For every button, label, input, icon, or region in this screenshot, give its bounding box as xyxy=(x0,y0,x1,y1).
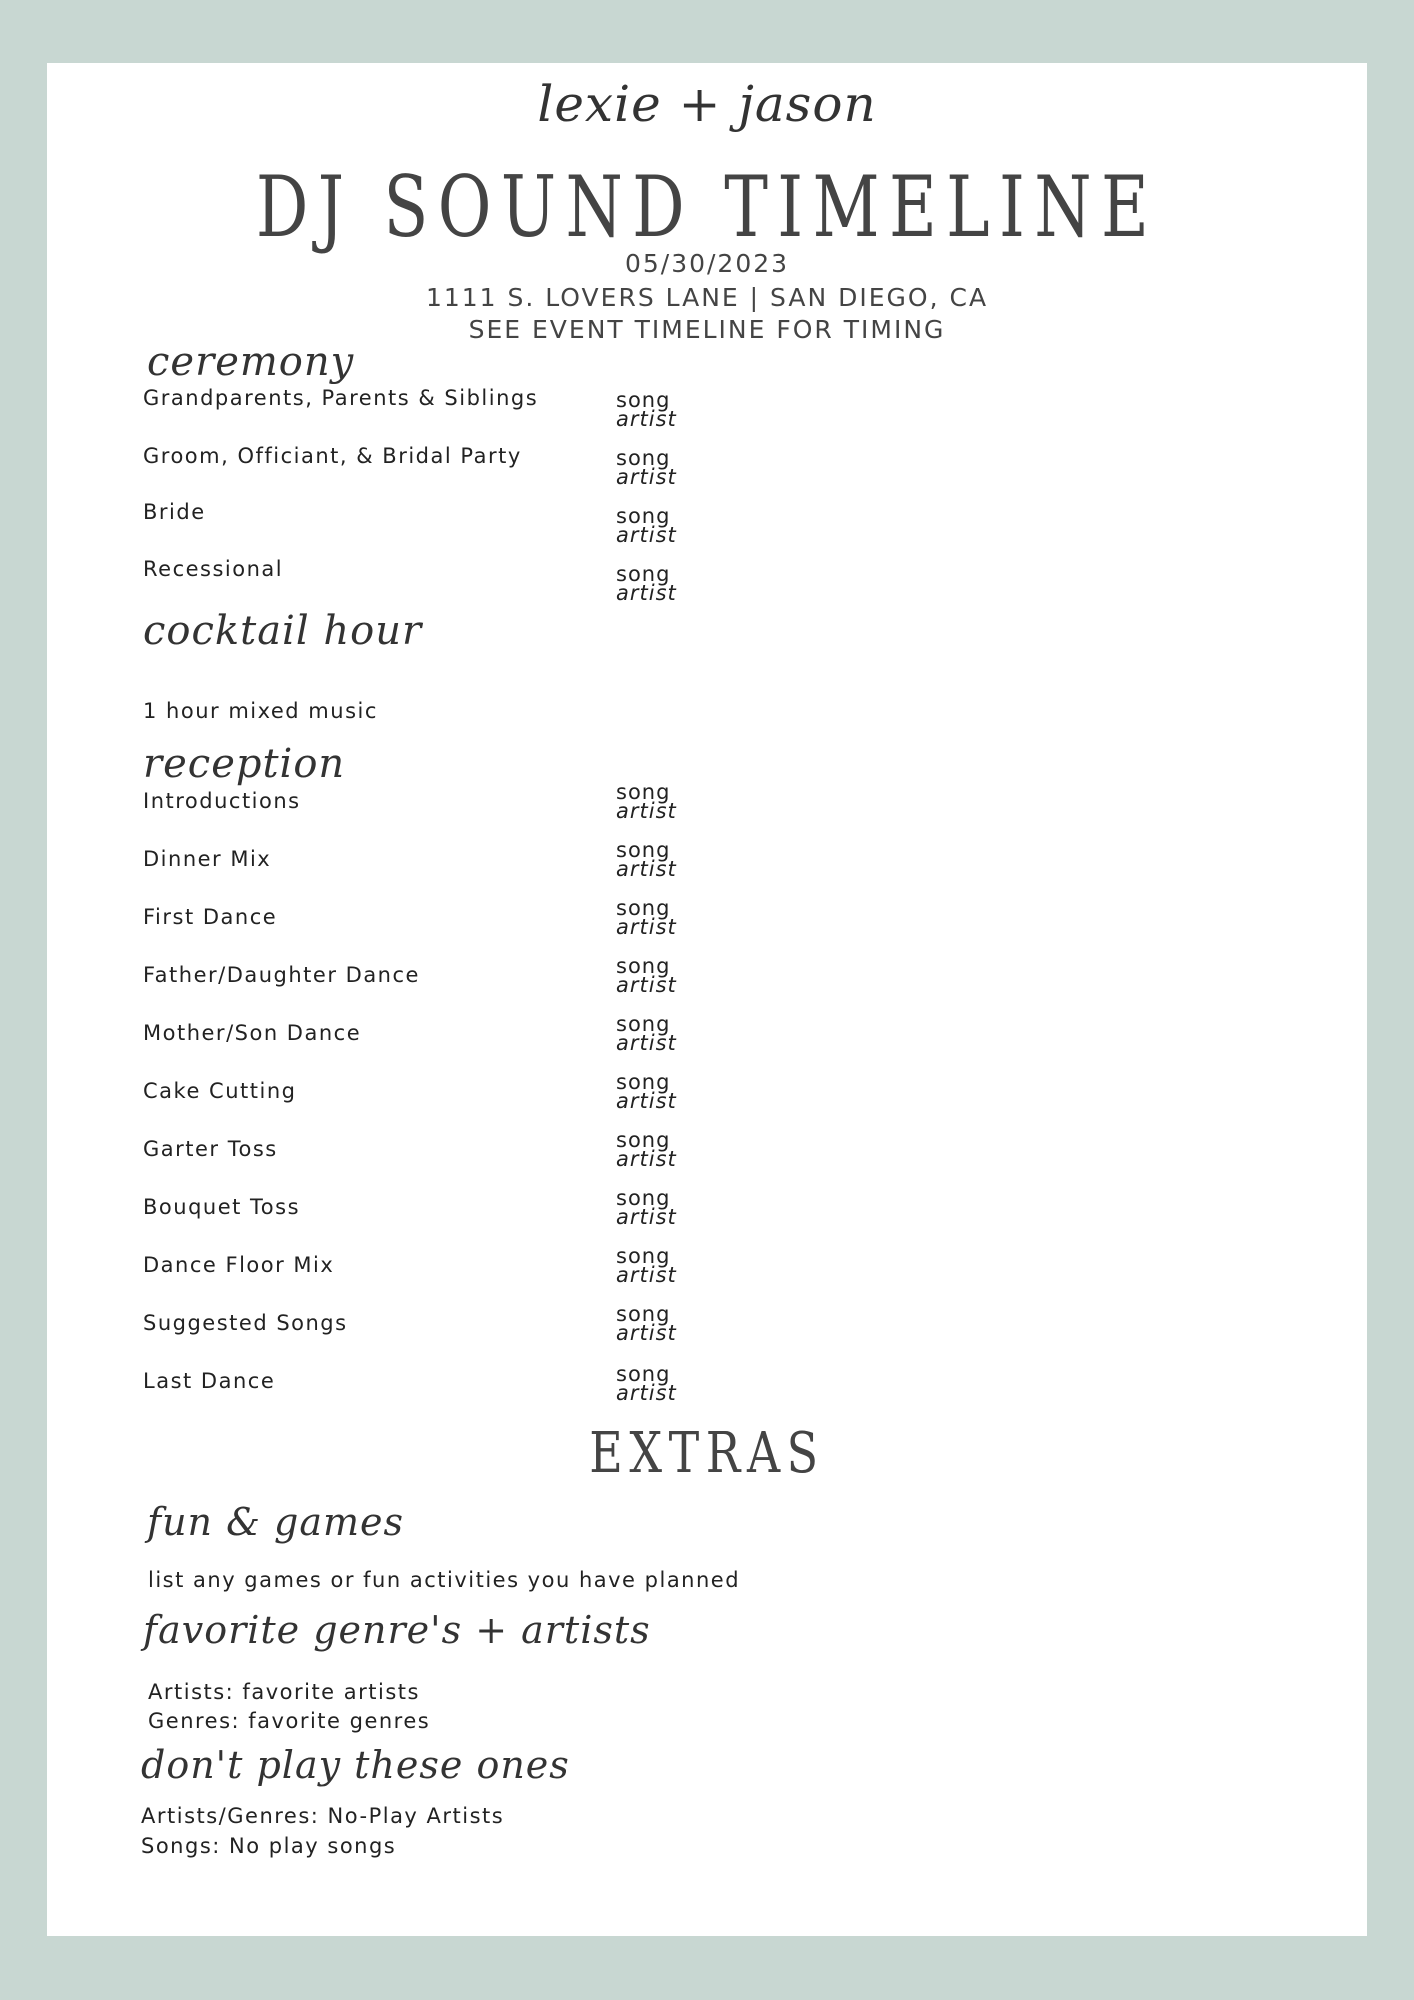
event-address: 1111 S. LOVERS LANE | SAN DIEGO, CA xyxy=(425,283,989,312)
reception-row-label: Last Dance xyxy=(143,1369,276,1393)
cocktail-note: 1 hour mixed music xyxy=(143,699,378,723)
favorite-genres: Genres: favorite genres xyxy=(148,1709,431,1733)
reception-row-song xyxy=(616,1302,677,1345)
reception-row-song xyxy=(616,1012,677,1055)
song-artist: artist xyxy=(616,915,677,939)
favorite-artists: Artists: favorite artists xyxy=(148,1680,420,1704)
song-title: song xyxy=(616,1070,671,1094)
favorites-heading: favorite genre's + artists xyxy=(143,1608,651,1652)
reception-row-label: First Dance xyxy=(143,905,278,929)
extras-heading: EXTRAS xyxy=(589,1421,825,1486)
dont-play-heading: don't play these ones xyxy=(141,1743,570,1787)
ceremony-row-song xyxy=(616,388,677,431)
reception-row-song xyxy=(616,954,677,997)
reception-row-song xyxy=(616,1186,677,1229)
reception-row-song xyxy=(616,838,677,881)
reception-row-song xyxy=(616,1244,677,1287)
song-title: song xyxy=(616,562,671,586)
reception-row-song xyxy=(616,896,677,939)
reception-row-label: Bouquet Toss xyxy=(143,1195,301,1219)
ceremony-heading: ceremony xyxy=(147,339,355,385)
song-artist: artist xyxy=(616,1205,677,1229)
reception-row-label: Suggested Songs xyxy=(143,1311,348,1335)
document-page xyxy=(47,63,1367,1936)
ceremony-row-label: Grandparents, Parents & Siblings xyxy=(143,386,539,410)
song-artist: artist xyxy=(616,973,677,997)
song-artist: artist xyxy=(616,1381,677,1405)
song-artist: artist xyxy=(616,1031,677,1055)
ceremony-row-song xyxy=(616,504,677,547)
ceremony-row-song xyxy=(616,562,677,605)
song-artist: artist xyxy=(616,407,677,431)
song-artist: artist xyxy=(616,465,677,489)
no-play-songs: Songs: No play songs xyxy=(141,1834,397,1858)
reception-row-song xyxy=(616,1362,677,1405)
reception-row-label: Dinner Mix xyxy=(143,847,272,871)
song-title: song xyxy=(616,896,671,920)
cocktail-heading: cocktail hour xyxy=(143,608,423,654)
reception-heading: reception xyxy=(143,741,346,787)
timing-note: SEE EVENT TIMELINE FOR TIMING xyxy=(468,315,946,344)
fun-games-note: list any games or fun activities you have planned xyxy=(148,1568,741,1592)
ceremony-row-song xyxy=(616,446,677,489)
song-title: song xyxy=(616,388,671,412)
song-title: song xyxy=(616,446,671,470)
song-artist: artist xyxy=(616,1089,677,1113)
song-artist: artist xyxy=(616,1147,677,1171)
reception-row-label: Dance Floor Mix xyxy=(143,1253,335,1277)
song-title: song xyxy=(616,504,671,528)
song-title: song xyxy=(616,1362,671,1386)
event-date: 05/30/2023 xyxy=(624,249,790,278)
no-play-artists: Artists/Genres: No-Play Artists xyxy=(141,1804,505,1828)
reception-row-label: Father/Daughter Dance xyxy=(143,963,420,987)
song-title: song xyxy=(616,1244,671,1268)
song-artist: artist xyxy=(616,857,677,881)
fun-games-heading: fun & games xyxy=(147,1500,404,1544)
reception-row-song xyxy=(616,780,677,823)
reception-row-song xyxy=(616,1128,677,1171)
ceremony-row-label: Bride xyxy=(143,500,206,524)
song-title: song xyxy=(616,1012,671,1036)
document-title: DJ SOUND TIMELINE xyxy=(255,158,1159,256)
song-title: song xyxy=(616,1128,671,1152)
ceremony-row-label: Recessional xyxy=(143,557,284,581)
song-artist: artist xyxy=(616,581,677,605)
song-artist: artist xyxy=(616,523,677,547)
song-title: song xyxy=(616,838,671,862)
couple-names: lexie + jason xyxy=(537,75,877,133)
song-artist: artist xyxy=(616,1263,677,1287)
reception-row-label: Introductions xyxy=(143,789,301,813)
song-artist: artist xyxy=(616,799,677,823)
reception-row-label: Mother/Son Dance xyxy=(143,1021,362,1045)
song-title: song xyxy=(616,780,671,804)
reception-row-label: Garter Toss xyxy=(143,1137,278,1161)
song-title: song xyxy=(616,1302,671,1326)
reception-row-label: Cake Cutting xyxy=(143,1079,297,1103)
reception-row-song xyxy=(616,1070,677,1113)
song-title: song xyxy=(616,1186,671,1210)
song-title: song xyxy=(616,954,671,978)
ceremony-row-label: Groom, Officiant, & Bridal Party xyxy=(143,444,522,468)
song-artist: artist xyxy=(616,1321,677,1345)
